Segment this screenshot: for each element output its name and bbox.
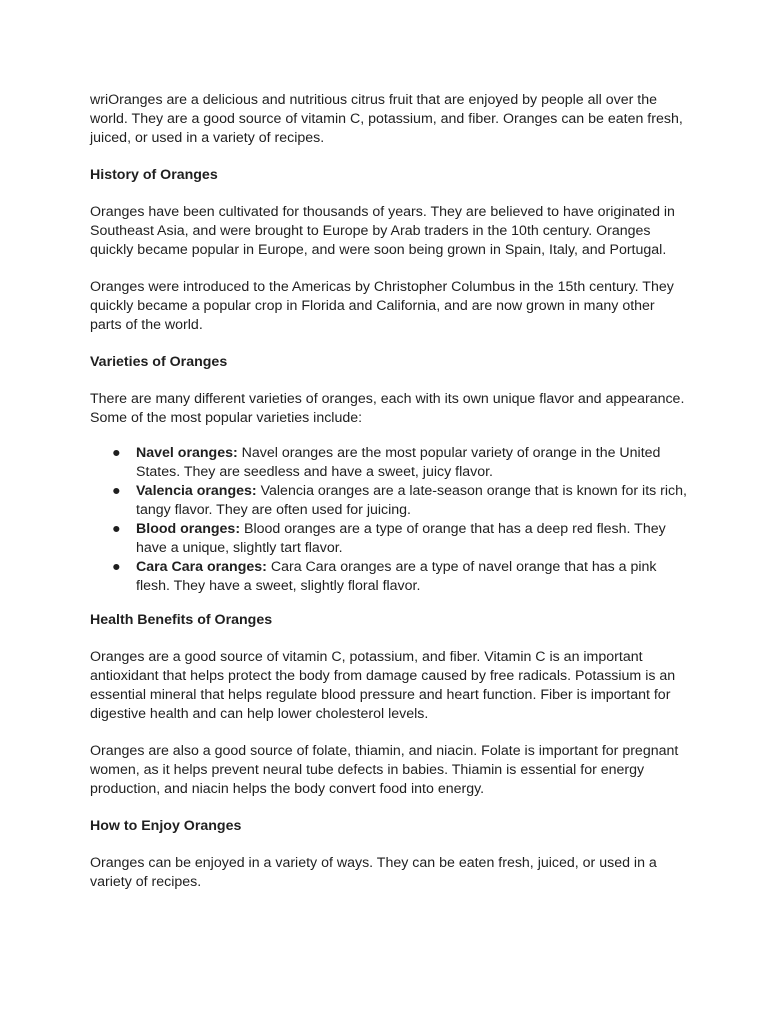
variety-description: Navel oranges are the most popular variety of orange in the United States. They are seedless and have a sweet, juicy flavor. bbox=[136, 445, 661, 480]
enjoy-paragraph: Oranges can be enjoyed in a variety of ways. They can be eaten fresh, juiced, or used in a variety of recipes. bbox=[90, 855, 657, 890]
list-item-blood bbox=[90, 520, 690, 558]
variety-name: Blood oranges: bbox=[136, 521, 241, 537]
health-paragraph-1: Oranges are a good source of vitamin C, potassium, and fiber. Vitamin C is an important antioxidant that helps protect the body from damage caused by free radicals. Potassium is an essential mineral that helps regulate blood pressure and heart function. Fiber is important for digestive health and can help lower cholesterol levels. bbox=[90, 649, 676, 722]
document-page bbox=[90, 91, 690, 910]
list-item-cara-cara bbox=[90, 558, 690, 596]
history-heading: History of Oranges bbox=[90, 167, 218, 183]
variety-name: Navel oranges: bbox=[136, 445, 238, 461]
enjoy-heading: How to Enjoy Oranges bbox=[90, 818, 242, 834]
bullet-icon: ● bbox=[112, 521, 121, 537]
variety-description: Cara Cara oranges are a type of navel orange that has a pink flesh. They have a sweet, slightly floral flavor. bbox=[136, 559, 657, 594]
history-paragraph-2: Oranges were introduced to the Americas by Christopher Columbus in the 15th century. They quickly became a popular crop in Florida and California, and are now grown in many other parts of the world. bbox=[90, 279, 674, 333]
list-item-valencia bbox=[90, 482, 690, 520]
bullet-icon: ● bbox=[112, 445, 121, 461]
variety-description: Blood oranges are a type of orange that has a deep red flesh. They have a unique, slightly tart flavor. bbox=[136, 521, 666, 556]
varieties-list bbox=[90, 444, 690, 596]
variety-description: Valencia oranges are a late-season orange that is known for its rich, tangy flavor. They are often used for juicing. bbox=[136, 483, 687, 518]
bullet-icon: ● bbox=[112, 483, 121, 499]
varieties-heading: Varieties of Oranges bbox=[90, 354, 228, 370]
variety-name: Cara Cara oranges: bbox=[136, 559, 267, 575]
history-paragraph-1: Oranges have been cultivated for thousands of years. They are believed to have originated in Southeast Asia, and were brought to Europe by Arab traders in the 10th century. Oranges quickly became popular in Europe, and were soon being grown in Spain, Italy, and Portugal. bbox=[90, 204, 675, 258]
varieties-intro: There are many different varieties of oranges, each with its own unique flavor and appearance. Some of the most popular varieties include: bbox=[90, 391, 685, 426]
health-heading: Health Benefits of Oranges bbox=[90, 612, 273, 628]
health-paragraph-2: Oranges are also a good source of folate, thiamin, and niacin. Folate is important for pregnant women, as it helps prevent neural tube defects in babies. Thiamin is essential for energy production, and niacin helps the body convert food into energy. bbox=[90, 743, 679, 797]
list-item-navel bbox=[90, 444, 690, 482]
variety-name: Valencia oranges: bbox=[136, 483, 257, 499]
intro-paragraph: wriOranges are a delicious and nutritious citrus fruit that are enjoyed by people all over the world. They are a good source of vitamin C, potassium, and fiber. Oranges can be eaten fresh, juiced, or used in a variety of recipes. bbox=[90, 92, 683, 146]
bullet-icon: ● bbox=[112, 559, 121, 575]
